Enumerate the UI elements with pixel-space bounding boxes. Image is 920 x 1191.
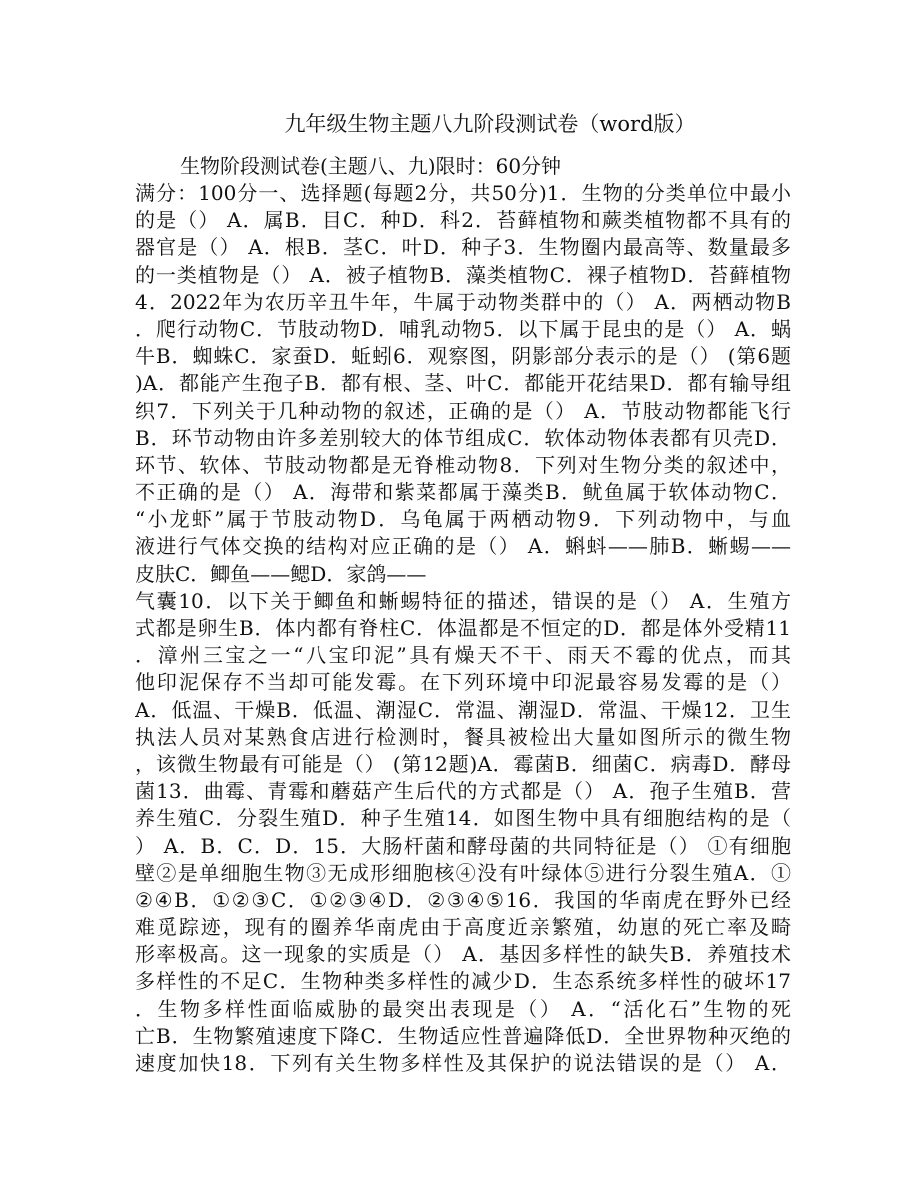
text-line: ，该微生物最有可能是（） (第12题)A．霉菌B．细菌C．病毒D．酵母 <box>135 751 791 776</box>
text-line: 执法人员对某熟食店进行检测时，餐具被检出大量如图所示的微生物 <box>135 724 791 749</box>
text-line: 他印泥保存不当却可能发霉。在下列环境中印泥最容易发霉的是（） <box>135 670 791 695</box>
text-line: 4．2022年为农历辛丑牛年，牛属于动物类群中的（） A．两栖动物B <box>135 289 791 314</box>
text-line: ．生物多样性面临威胁的最突出表现是（） A．“活化石”生物的死 <box>135 996 791 1021</box>
document-subtitle: 生物阶段测试卷(主题八、九)限时：60分钟 <box>180 154 562 178</box>
text-line: )A．都能产生孢子B．都有根、茎、叶C．都能开花结果D．都有输导组 <box>135 371 791 396</box>
text-line: 满分：100分一、选择题(每题2分，共50分)1．生物的分类单位中最小 <box>135 181 791 205</box>
text-line: 器官是（） A．根B．茎C．叶D．种子3．生物圈内最高等、数量最多 <box>135 235 791 260</box>
text-line: 亡B．生物繁殖速度下降C．生物适应性普遍降低D．全世界物种灭绝的 <box>135 1023 791 1048</box>
text-line: 气囊10．以下关于鲫鱼和蜥蜴特征的描述，错误的是（） A．生殖方 <box>135 588 791 613</box>
text-line: B．环节动物由许多差别较大的体节组成C．软体动物体表都有贝壳D． <box>135 425 791 450</box>
text-line: 菌13．曲霉、青霉和蘑菇产生后代的方式都是（） A．孢子生殖B．营 <box>135 779 791 804</box>
text-line: 速度加快18．下列有关生物多样性及其保护的说法错误的是（） A． <box>135 1051 791 1075</box>
text-line: 不正确的是（） A．海带和紫菜都属于藻类B．鱿鱼属于软体动物C． <box>135 480 791 505</box>
document-body <box>135 180 791 1077</box>
text-line: 多样性的不足C．生物种类多样性的减少D．生态系统多样性的破坏17 <box>135 969 791 994</box>
text-line: A．低温、干燥B．低温、潮湿C．常温、潮湿D．常温、干燥12．卫生 <box>135 697 791 722</box>
text-line: 壁②是单细胞生物③无成形细胞核④没有叶绿体⑤进行分裂生殖A．① <box>135 860 791 885</box>
text-line: 的一类植物是（） A．被子植物B．藻类植物C．裸子植物D．苔藓植物 <box>135 262 791 287</box>
text-line: 养生殖C．分裂生殖D．种子生殖14．如图生物中具有细胞结构的是（ <box>135 806 791 831</box>
document-title: 九年级生物主题八九阶段测试卷（word版） <box>284 112 696 136</box>
text-line: 难觅踪迹，现有的圈养华南虎由于高度近亲繁殖，幼崽的死亡率及畸 <box>135 915 791 940</box>
text-line: ．爬行动物C．节肢动物D．哺乳动物5．以下属于昆虫的是（） A．蜗 <box>135 316 791 341</box>
text-line: ②④B．①②③C．①②③④D．②③④⑤16．我国的华南虎在野外已经 <box>135 887 791 912</box>
text-line: 式都是卵生B．体内都有脊柱C．体温都是不恒定的D．都是体外受精11 <box>135 616 791 640</box>
text-line: 形率极高。这一现象的实质是（） A．基因多样性的缺失B．养殖技术 <box>135 942 791 967</box>
text-line: 牛B．蜘蛛C．家蚕D．蚯蚓6．观察图，阴影部分表示的是（） (第6题 <box>135 344 791 369</box>
text-line: ．漳州三宝之一“八宝印泥”具有燥天不干、雨天不霉的优点，而其 <box>135 643 791 668</box>
text-line: 环节、软体、节肢动物都是无脊椎动物8．下列对生物分类的叙述中， <box>135 452 791 477</box>
text-line: “小龙虾”属于节肢动物D．乌龟属于两栖动物9．下列动物中，与血 <box>135 507 791 532</box>
text-line: ） A．B．C．D．15．大肠杆菌和酵母菌的共同特征是（） ①有细胞 <box>135 833 791 858</box>
text-line: 的是（） A．属B．目C．种D．科2．苔藓植物和蕨类植物都不具有的 <box>135 208 791 233</box>
text-line: 织7．下列关于几种动物的叙述，正确的是（） A．节肢动物都能飞行 <box>135 398 791 423</box>
text-line: 皮肤C．鲫鱼——鳃D．家鸽—— <box>135 561 427 586</box>
text-line: 液进行气体交换的结构对应正确的是（） A．蝌蚪——肺B．蜥蜴—— <box>135 534 791 559</box>
